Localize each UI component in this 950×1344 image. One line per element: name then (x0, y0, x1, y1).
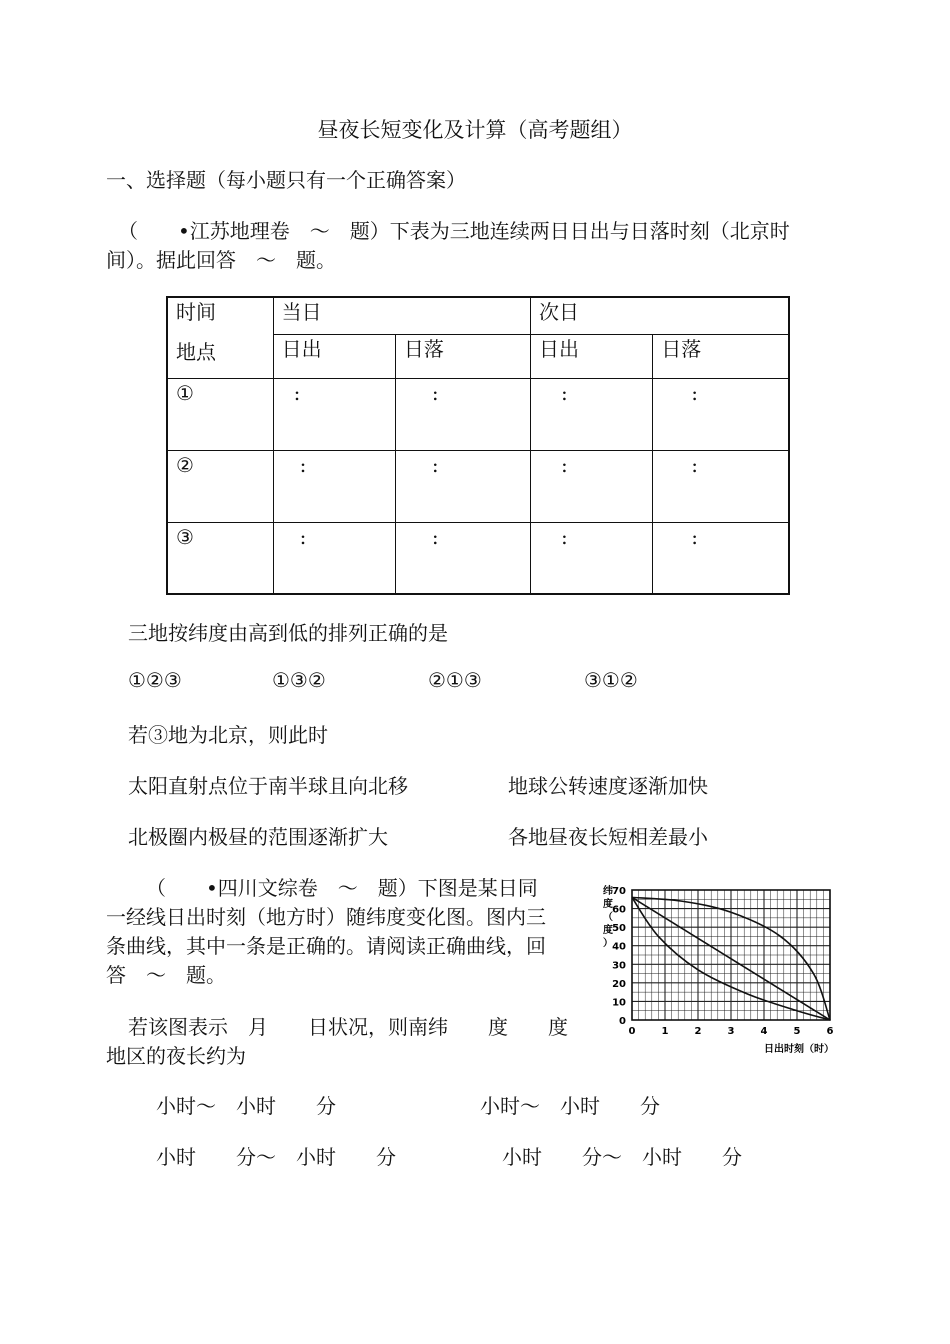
x-tick-label: 5 (793, 1026, 801, 1037)
option-d: 各地昼夜长短相差最小 (508, 825, 708, 849)
y-tick-label: 10 (612, 997, 626, 1009)
q2-intro-line3: 条曲线，其中一条是正确的。请阅读正确曲线，回 (106, 934, 546, 958)
y-axis-label: 纬 度 （ 度 ） (603, 886, 613, 949)
time-cell: : (561, 524, 568, 549)
header-day2: 次日 (531, 297, 789, 334)
x-tick-label: 4 (760, 1026, 768, 1037)
x-tick-label: 3 (727, 1026, 735, 1037)
time-cell: : (691, 380, 698, 405)
q1-intro-line2: 间）。据此回答 ～ 题。 (106, 248, 336, 272)
option-d: 小时 分～ 小时 分 (502, 1145, 742, 1169)
table-row (167, 378, 789, 450)
time-cell: : (561, 380, 568, 405)
q2-intro-line4: 答 ～ 题。 (106, 963, 226, 987)
x-tick-labels (629, 1026, 834, 1037)
row-place: ② (167, 450, 273, 522)
option-b: 小时～ 小时 分 (480, 1094, 660, 1118)
option-a: ①②③ (128, 668, 182, 692)
q1-sub2-stem: 若③地为北京，则此时 (128, 723, 328, 747)
time-cell: : (299, 524, 307, 549)
time-cell: : (293, 380, 301, 405)
option-b: ①③② (272, 668, 326, 692)
x-tick-label: 0 (628, 1026, 636, 1037)
q1-intro-line1: （ •江苏地理卷 ～ 题）下表为三地连续两日日出与日落时刻（北京时 (118, 219, 790, 243)
time-cell: : (431, 452, 439, 477)
x-axis-label: 日出时刻（时） (764, 1044, 834, 1055)
time-cell: : (691, 452, 698, 477)
page-title: 昼夜长短变化及计算（高考题组） (317, 118, 633, 142)
y-tick-label: 70 (612, 886, 626, 897)
option-c: 北极圈内极昼的范围逐渐扩大 (128, 825, 388, 849)
q1-sub1-stem: 三地按纬度由高到低的排列正确的是 (128, 621, 448, 645)
q2-intro-line2: 一经线日出时刻（地方时）随纬度变化图。图内三 (106, 905, 546, 929)
chart-svg (596, 872, 846, 1062)
time-cell: : (431, 524, 439, 549)
section-heading: 一、选择题（每小题只有一个正确答案） (106, 168, 466, 192)
y-tick-label: 60 (612, 904, 626, 916)
time-cell: : (299, 452, 307, 477)
table-row (167, 522, 789, 594)
time-cell: : (431, 380, 439, 405)
sunrise-sunset-table (166, 296, 790, 595)
y-tick-label: 40 (612, 941, 626, 953)
row-place: ① (167, 378, 273, 450)
header-sunrise-day2: 日出 (531, 334, 653, 378)
q2-intro-line1: （ •四川文综卷 ～ 题）下图是某日同 (146, 876, 538, 900)
table-corner-cell (167, 297, 273, 378)
header-sunset-day1: 日落 (395, 334, 530, 378)
option-c: 小时 分～ 小时 分 (156, 1145, 396, 1169)
table-row (167, 450, 789, 522)
y-tick-label: 20 (612, 978, 626, 990)
option-a: 太阳直射点位于南半球且向北移 (128, 774, 408, 798)
x-tick-label: 6 (826, 1026, 834, 1037)
x-tick-label: 1 (661, 1026, 669, 1037)
header-sunrise-day1: 日出 (273, 334, 395, 378)
q2-sub1-line2: 地区的夜长约为 (106, 1044, 246, 1068)
header-sunset-day2: 日落 (653, 334, 789, 378)
y-tick-label: 50 (612, 923, 626, 935)
time-cell: : (691, 524, 698, 549)
option-c: ②①③ (428, 668, 482, 692)
sunrise-latitude-chart (596, 872, 846, 1062)
option-b: 地球公转速度逐渐加快 (508, 774, 708, 798)
row-place: ③ (167, 522, 273, 594)
x-tick-label: 2 (694, 1026, 702, 1037)
header-day1: 当日 (273, 297, 530, 334)
time-cell: : (561, 452, 568, 477)
corner-label-place: 地点 (176, 340, 216, 364)
q2-sub1-line1: 若该图表示 月 日状况，则南纬 度 度 (128, 1015, 568, 1039)
y-tick-label: 30 (612, 960, 626, 972)
option-d: ③①② (584, 668, 638, 692)
y-tick-label: 0 (619, 1016, 626, 1027)
option-a: 小时～ 小时 分 (156, 1094, 336, 1118)
corner-label-time: 时间 (176, 300, 216, 324)
